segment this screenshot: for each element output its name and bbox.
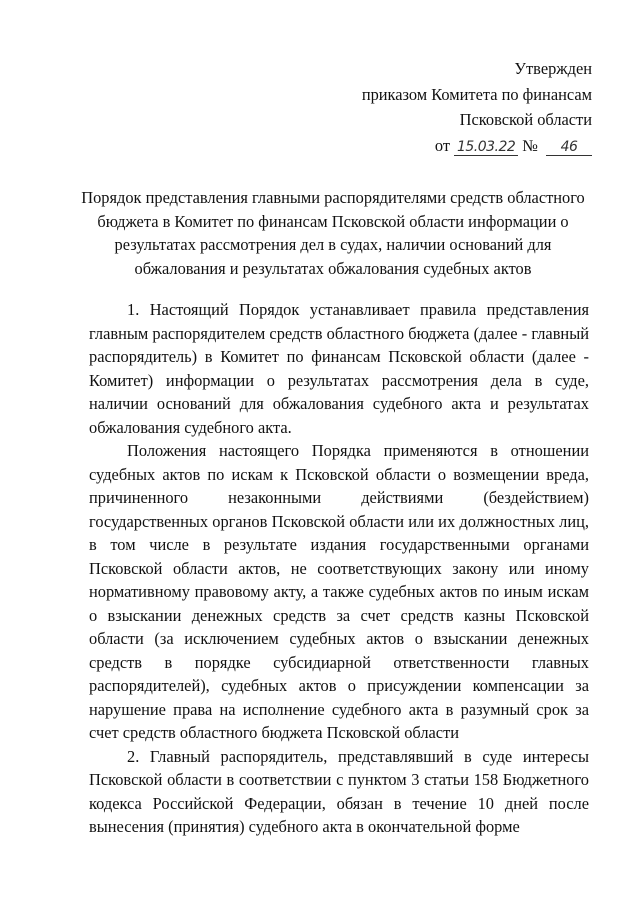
document-title: Порядок представления главными распорядителями средств областного бюджета в Комитет по финансам Псковской области информации о результатах рассмотрения дел в судах, наличии оснований для обжалования и результатах обжалования судебных актов xyxy=(81,188,585,278)
approval-line-approved: Утвержден xyxy=(514,59,592,78)
approval-line-region: Псковской области xyxy=(459,110,592,129)
approval-stamp xyxy=(362,56,592,158)
paragraph-1: 1. Настоящий Порядок устанавливает правила представления главным распорядителем средств областного бюджета (далее - главный распорядитель) в Комитет по финансам Псковской области (далее - Комитет) информации о результатах рассмотрения дела в суде, наличии оснований для обжалования судебного акта и результатах обжалования судебного акта. xyxy=(89,300,589,437)
approval-date-number xyxy=(362,133,592,159)
document-body xyxy=(89,298,589,839)
approval-line-order: приказом Комитета по финансам xyxy=(361,84,592,104)
handwritten-number: 46 xyxy=(546,139,592,156)
paragraph-2: Положения настоящего Порядка применяются в отношении судебных актов по искам к Псковской области о возмещении вреда, причиненного незаконными действиями (бездействием) государственных органов Псковской области или их должностных лиц, в том числе в результате издания государственными органами Псковской области актов, не соответствующих закону или иному нормативному правовому акту, а также судебных актов по иным искам о взыскании денежных средств за счет средств казны Псковской области (за исключением судебных актов о взыскании денежных средств в порядке субсидиарной ответственности главных распорядителей), судебных актов о присуждении компенсации за нарушение права на исполнение судебного акта в разумный срок за счет средств областного бюджета Псковской области xyxy=(89,441,589,742)
handwritten-date: 15.03.22 xyxy=(454,139,518,156)
date-prefix: от xyxy=(434,135,451,155)
number-prefix: № xyxy=(522,135,538,155)
paragraph-3: 2. Главный распорядитель, представлявший в суде интересы Псковской области в соответствии с пунктом 3 статьи 158 Бюджетного кодекса Российской Федерации, обязан в течение 10 дней после вынесения (принятия) судебного акта в окончательной форме xyxy=(89,746,589,836)
